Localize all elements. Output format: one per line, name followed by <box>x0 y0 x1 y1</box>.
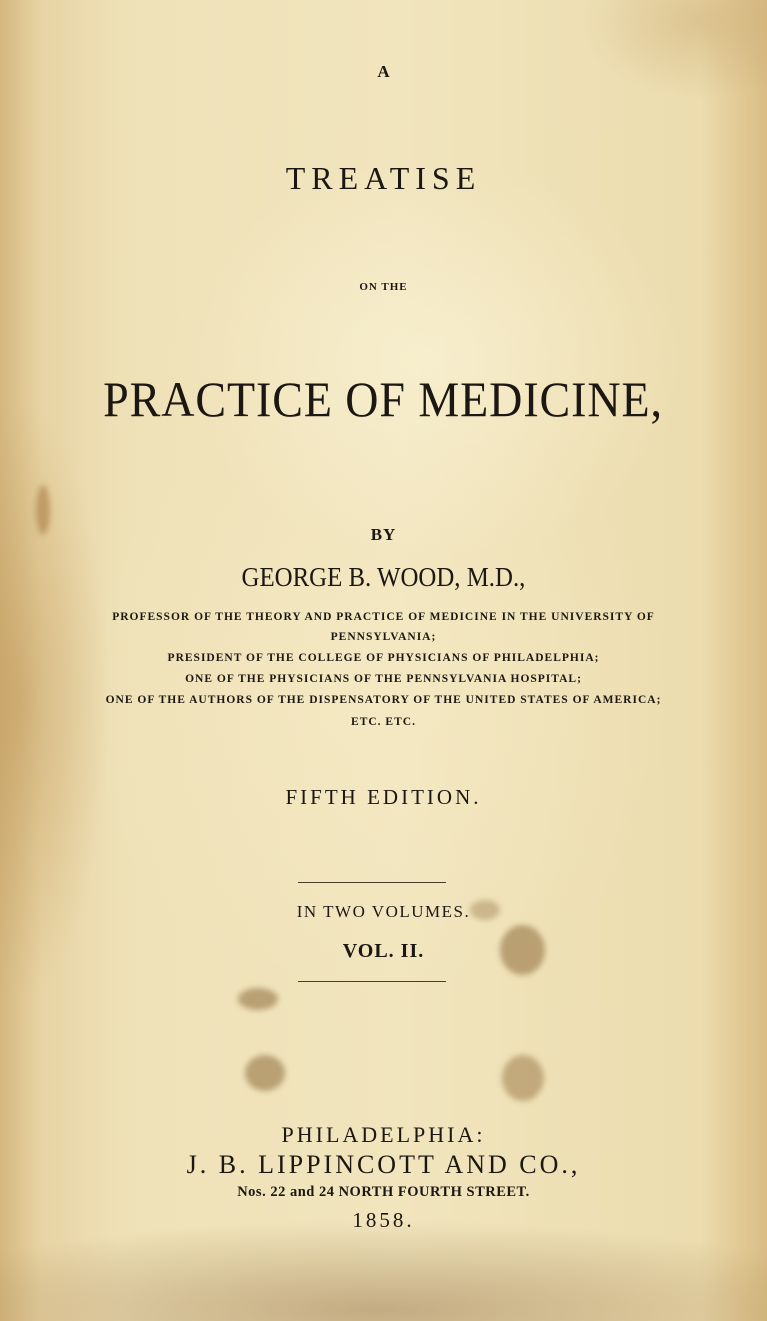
author-credential: PRESIDENT OF THE COLLEGE OF PHYSICIANS OF PHILADELPHIA; <box>167 652 600 664</box>
foxing-stain <box>502 1055 544 1101</box>
divider-rule <box>298 882 446 883</box>
imprint-place: PHILADELPHIA: <box>281 1122 486 1147</box>
author-credential: ONE OF THE PHYSICIANS OF THE PENNSYLVANIA HOSPITAL; <box>185 673 582 685</box>
foxing-stain <box>245 1055 285 1091</box>
author-credential: PROFESSOR OF THE THEORY AND PRACTICE OF MEDICINE IN THE UNIVERSITY OF <box>112 611 655 623</box>
imprint-address: Nos. 22 and 24 NORTH FOURTH STREET. <box>237 1184 530 1200</box>
foxing-stain <box>238 988 278 1010</box>
imprint-publisher: J. B. LIPPINCOTT AND CO., <box>186 1150 581 1179</box>
title-on-the: ON THE <box>359 281 408 293</box>
byline-by: BY <box>370 525 397 544</box>
author-name: GEORGE B. WOOD, M.D., <box>241 562 526 592</box>
title-treatise: TREATISE <box>285 160 482 196</box>
title-article: A <box>377 62 390 81</box>
divider-rule <box>298 981 446 982</box>
volume-count: IN TWO VOLUMES. <box>296 902 471 921</box>
imprint-year: 1858. <box>352 1208 415 1232</box>
volume-number: VOL. II. <box>342 940 425 962</box>
edition: FIFTH EDITION. <box>285 785 482 809</box>
main-title: PRACTICE OF MEDICINE, <box>103 371 663 427</box>
author-credential: ETC. ETC. <box>351 716 416 728</box>
author-credential: ONE OF THE AUTHORS OF THE DISPENSATORY OF THE UNITED STATES OF AMERICA; <box>105 694 662 706</box>
author-credential: PENNSYLVANIA; <box>330 631 437 643</box>
